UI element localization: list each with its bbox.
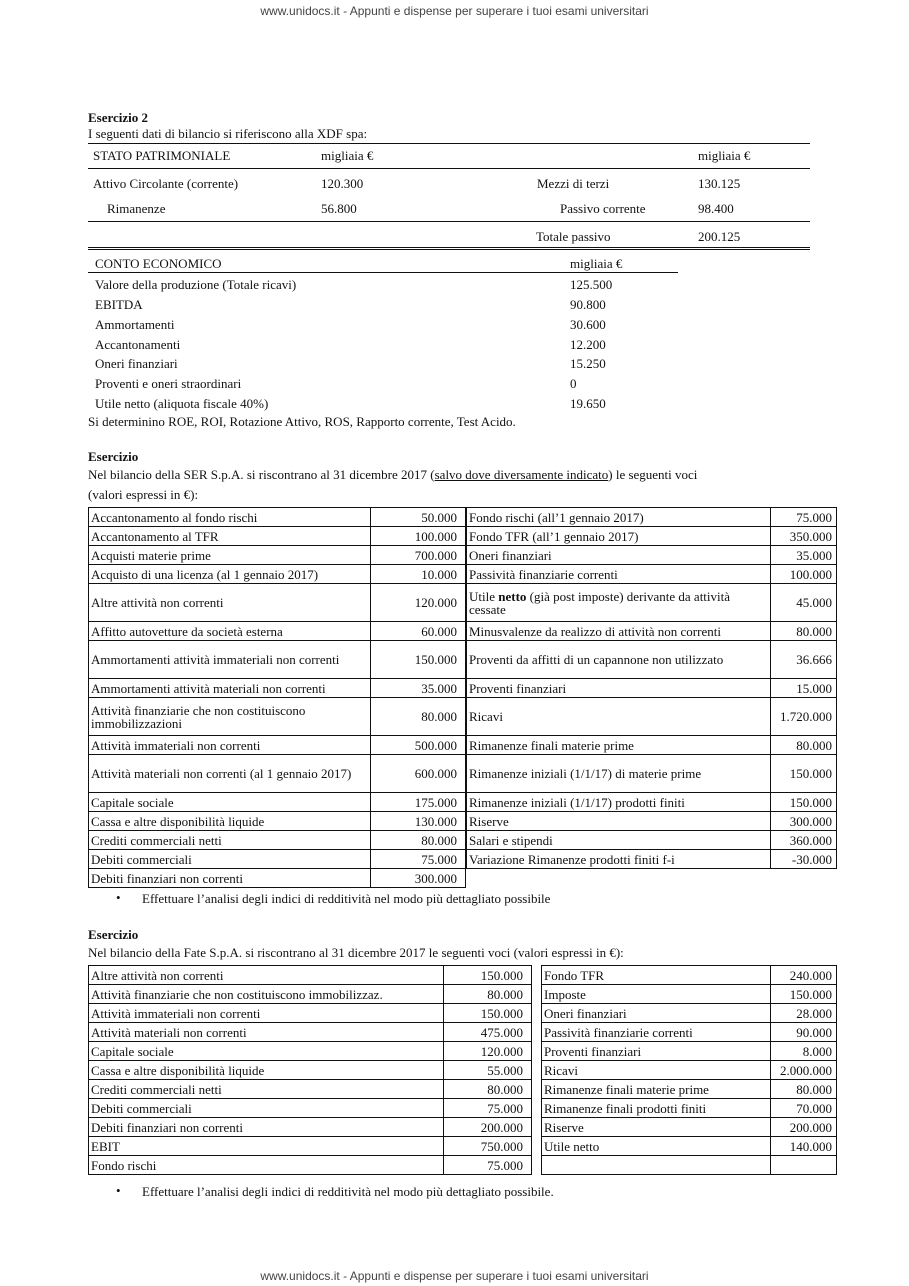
page-header: www.unidocs.it - Appunti e dispense per superare i tuoi esami universitari (260, 4, 649, 18)
sp-row-label: Rimanenze (107, 201, 166, 216)
ce-row-label: Accantonamenti (95, 337, 181, 352)
table-row: Acquisto di una licenza (al 1 gennaio 2017) 10.000 (89, 565, 466, 584)
ce-row-label: Valore della produzione (Totale ricavi) (95, 277, 297, 292)
table-row: Ricavi 1.720.000 (467, 698, 837, 736)
table-row: Riserve 300.000 (467, 812, 837, 831)
ex3-intro: Nel bilancio della Fate S.p.A. si riscontrano al 31 dicembre 2017 le seguenti voci (valori espressi in €): (88, 945, 624, 960)
table-row: Altre attività non correnti 150.000 (89, 966, 532, 985)
table-row: Debiti commerciali 75.000 (89, 850, 466, 869)
table-row: Rimanenze finali materie prime 80.000 (542, 1080, 837, 1099)
ce-row-label: Oneri finanziari (95, 356, 178, 371)
ce-row-value: 125.500 (570, 277, 613, 292)
sp-row-value: 56.800 (321, 201, 357, 216)
table-row: Attività finanziarie che non costituiscono immobilizzazioni 80.000 (89, 698, 466, 736)
table-row: Cassa e altre disponibilità liquide 55.000 (89, 1061, 532, 1080)
sp-row-value: 130.125 (698, 176, 741, 191)
ser-right-table (466, 507, 837, 869)
sp-row-label: Passivo corrente (560, 201, 646, 216)
table-row: Attività immateriali non correnti 150.000 (89, 1004, 532, 1023)
table-row: Cassa e altre disponibilità liquide 130.000 (89, 812, 466, 831)
table-row: Rimanenze iniziali (1/1/17) di materie prime 150.000 (467, 755, 837, 793)
table-row: Attività materiali non correnti 475.000 (89, 1023, 532, 1042)
table-row: Imposte 150.000 (542, 985, 837, 1004)
table-row: Ammortamenti attività immateriali non correnti 150.000 (89, 641, 466, 679)
table-row: Rimanenze finali prodotti finiti 70.000 (542, 1099, 837, 1118)
ex1-question: Si determinino ROE, ROI, Rotazione Attivo, ROS, Rapporto corrente, Test Acido. (88, 414, 516, 429)
ce-row-label: EBITDA (95, 297, 143, 312)
ce-row-value: 90.800 (570, 297, 606, 312)
sp-unit-left: migliaia € (321, 148, 374, 163)
table-row: Accantonamento al fondo rischi 50.000 (89, 508, 466, 527)
table-row: Altre attività non correnti 120.000 (89, 584, 466, 622)
table-row: Attività materiali non correnti (al 1 gennaio 2017) 600.000 (89, 755, 466, 793)
table-row: Passività finanziarie correnti 90.000 (542, 1023, 837, 1042)
table-row: Oneri finanziari 35.000 (467, 546, 837, 565)
page-footer: www.unidocs.it - Appunti e dispense per superare i tuoi esami universitari (260, 1269, 649, 1283)
ce-row-value: 0 (570, 376, 577, 391)
table-row: Crediti commerciali netti 80.000 (89, 1080, 532, 1099)
table-row: Rimanenze iniziali (1/1/17) prodotti finiti 150.000 (467, 793, 837, 812)
table-row: Accantonamento al TFR 100.000 (89, 527, 466, 546)
table-row: Ricavi 2.000.000 (542, 1061, 837, 1080)
bullet-icon: • (116, 1183, 121, 1198)
sp-head-rule (88, 168, 810, 169)
table-row: Rimanenze finali materie prime 80.000 (467, 736, 837, 755)
ce-heading: CONTO ECONOMICO (95, 256, 222, 271)
ex2-intro: Nel bilancio della SER S.p.A. si riscontrano al 31 dicembre 2017 (salvo dove diversamente indicato) le seguenti voci (88, 467, 698, 482)
table-row: Proventi da affitti di un capannone non utilizzato 36.666 (467, 641, 837, 679)
table-row: Variazione Rimanenze prodotti finiti f-i -30.000 (467, 850, 837, 869)
table-row: Crediti commerciali netti 80.000 (89, 831, 466, 850)
sp-top-rule (88, 143, 810, 144)
table-row: Fondo TFR 240.000 (542, 966, 837, 985)
sp-unit-right: migliaia € (698, 148, 751, 163)
table-row: Proventi finanziari 8.000 (542, 1042, 837, 1061)
ce-row-label: Utile netto (aliquota fiscale 40%) (95, 396, 269, 411)
table-row: Utile netto 140.000 (542, 1137, 837, 1156)
ex3-task: Effettuare l’analisi degli indici di redditività nel modo più dettagliato possibile. (142, 1184, 554, 1199)
sp-row-label: Attivo Circolante (corrente) (93, 176, 239, 191)
ce-unit: migliaia € (570, 256, 623, 271)
ce-head-rule (88, 272, 678, 273)
ex1-title: Esercizio 2 (88, 110, 149, 125)
table-row: Riserve 200.000 (542, 1118, 837, 1137)
table-row: Passività finanziarie correnti 100.000 (467, 565, 837, 584)
sp-row-label: Mezzi di terzi (537, 176, 610, 191)
table-row: EBIT 750.000 (89, 1137, 532, 1156)
sp-row-value: 98.400 (698, 201, 734, 216)
ce-row-label: Proventi e oneri straordinari (95, 376, 242, 391)
table-row: Debiti finanziari non correnti 300.000 (89, 869, 466, 888)
ex2-title: Esercizio (88, 449, 139, 464)
table-row: Debiti finanziari non correnti 200.000 (89, 1118, 532, 1137)
ce-row-value: 30.600 (570, 317, 606, 332)
sp-total-value: 200.125 (698, 229, 741, 244)
ex1-intro: I seguenti dati di bilancio si riferiscono alla XDF spa: (88, 126, 368, 141)
ex2-intro-units: (valori espressi in €): (88, 487, 199, 502)
table-row: Debiti commerciali 75.000 (89, 1099, 532, 1118)
table-row-empty (542, 1156, 837, 1175)
table-row: Affitto autovetture da società esterna 60.000 (89, 622, 466, 641)
table-row: Salari e stipendi 360.000 (467, 831, 837, 850)
sp-row-value: 120.300 (321, 176, 364, 191)
table-row: Capitale sociale 175.000 (89, 793, 466, 812)
sp-heading: STATO PATRIMONIALE (93, 148, 231, 163)
table-row: Proventi finanziari 15.000 (467, 679, 837, 698)
table-row: Utile netto (già post imposte) derivante da attività cessate 45.000 (467, 584, 837, 622)
fate-right-table (541, 965, 837, 1175)
ser-left-table (88, 507, 466, 888)
ex2-intro-underlined: salvo dove diversamente indicato (434, 467, 609, 482)
table-row: Capitale sociale 120.000 (89, 1042, 532, 1061)
ce-row-value: 19.650 (570, 396, 606, 411)
table-row: Attività finanziarie che non costituiscono immobilizzaz. 80.000 (89, 985, 532, 1004)
ce-row-label: Ammortamenti (95, 317, 175, 332)
fate-left-table (88, 965, 532, 1175)
table-row: Attività immateriali non correnti 500.000 (89, 736, 466, 755)
sp-total-label: Totale passivo (536, 229, 611, 244)
table-row: Oneri finanziari 28.000 (542, 1004, 837, 1023)
ce-row-value: 12.200 (570, 337, 606, 352)
sp-rule (88, 221, 810, 222)
table-row: Fondo TFR (all’1 gennaio 2017) 350.000 (467, 527, 837, 546)
ce-row-value: 15.250 (570, 356, 606, 371)
bullet-icon: • (116, 890, 121, 905)
sp-bottom-rule (88, 247, 810, 250)
ex3-title: Esercizio (88, 927, 139, 942)
table-row: Fondo rischi 75.000 (89, 1156, 532, 1175)
table-row: Acquisti materie prime 700.000 (89, 546, 466, 565)
ex2-task: Effettuare l’analisi degli indici di redditività nel modo più dettagliato possibile (142, 891, 551, 906)
table-row: Fondo rischi (all’1 gennaio 2017) 75.000 (467, 508, 837, 527)
table-row: Ammortamenti attività materiali non correnti 35.000 (89, 679, 466, 698)
table-row: Minusvalenze da realizzo di attività non correnti 80.000 (467, 622, 837, 641)
